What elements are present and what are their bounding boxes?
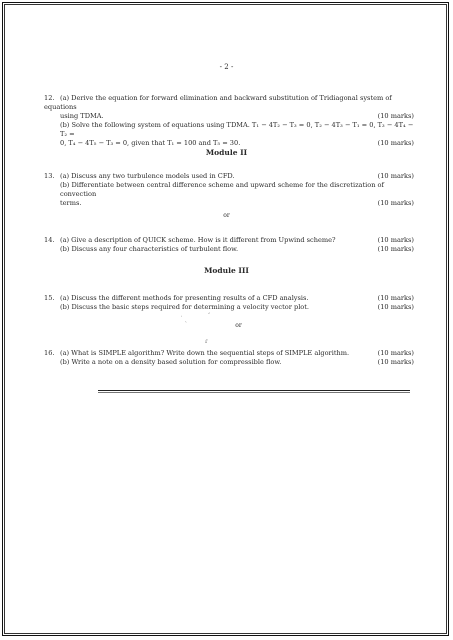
end-rule	[98, 390, 410, 391]
question-14	[44, 236, 414, 254]
question-text: (b) Write a note on a density based solution for compressible flow.	[60, 358, 282, 366]
marks: (10 marks)	[377, 139, 414, 147]
question-text: (a) Discuss any two turbulence models used in CFD.	[60, 172, 235, 180]
marks: (10 marks)	[377, 245, 414, 253]
question-text: (b) Discuss any four characteristics of turbulent flow.	[60, 245, 239, 253]
marks: (10 marks)	[377, 199, 414, 207]
module-heading: Module II	[205, 148, 248, 157]
marks: (10 marks)	[377, 172, 414, 180]
marks: (10 marks)	[377, 349, 414, 357]
question-text: (a) Discuss the different methods for presenting results of a CFD analysis.	[60, 294, 309, 302]
module-heading: Module III	[204, 266, 249, 275]
scan-speck: ɾ	[205, 338, 208, 345]
page-number: - 2 -	[219, 63, 234, 71]
question-text: (a) Derive the equation for forward elimination and backward substitution of Tridiagonal system of equations	[44, 94, 392, 111]
question-number: 14.	[44, 236, 55, 244]
question-number: 12.	[44, 94, 55, 102]
question-15	[44, 294, 414, 312]
question-16	[44, 349, 414, 367]
or-separator: or	[235, 322, 242, 329]
scan-speck: ˙ ˏ	[180, 316, 187, 323]
question-text: using TDMA.	[60, 112, 104, 120]
question-text: terms.	[60, 199, 82, 207]
question-text: (b) Discuss the basic steps required for determining a velocity vector plot.	[60, 303, 310, 311]
scan-speck: ʻ	[208, 312, 210, 319]
marks: (10 marks)	[377, 303, 414, 311]
question-text: (a) What is SIMPLE algorithm? Write down the sequential steps of SIMPLE algorithm.	[60, 349, 350, 357]
question-number: 15.	[44, 294, 55, 302]
question-number: 16.	[44, 349, 55, 357]
marks: (10 marks)	[377, 358, 414, 366]
question-13	[44, 172, 414, 208]
marks: (10 marks)	[377, 112, 414, 120]
question-number: 13.	[44, 172, 55, 180]
marks: (10 marks)	[377, 236, 414, 244]
marks: (10 marks)	[377, 294, 414, 302]
question-text: (b) Differentiate between central difference scheme and upward scheme for the discretization of convection	[60, 181, 384, 198]
or-separator: or	[223, 212, 230, 219]
question-text: 0, T₄ − 4T₅ − T₃ = 0, given that T₁ = 100 and T₅ = 30.	[60, 139, 241, 147]
question-12	[44, 94, 414, 148]
end-rule	[98, 392, 410, 393]
question-text: (a) Give a description of QUICK scheme. How is it different from Upwind scheme?	[60, 236, 336, 244]
question-text: (b) Solve the following system of equations using TDMA. T₁ − 4T₂ − T₃ = 0, T₂ − 4T₃ − T₁ = 0, T₃ − 4T₄ − T₂ =	[60, 121, 414, 138]
